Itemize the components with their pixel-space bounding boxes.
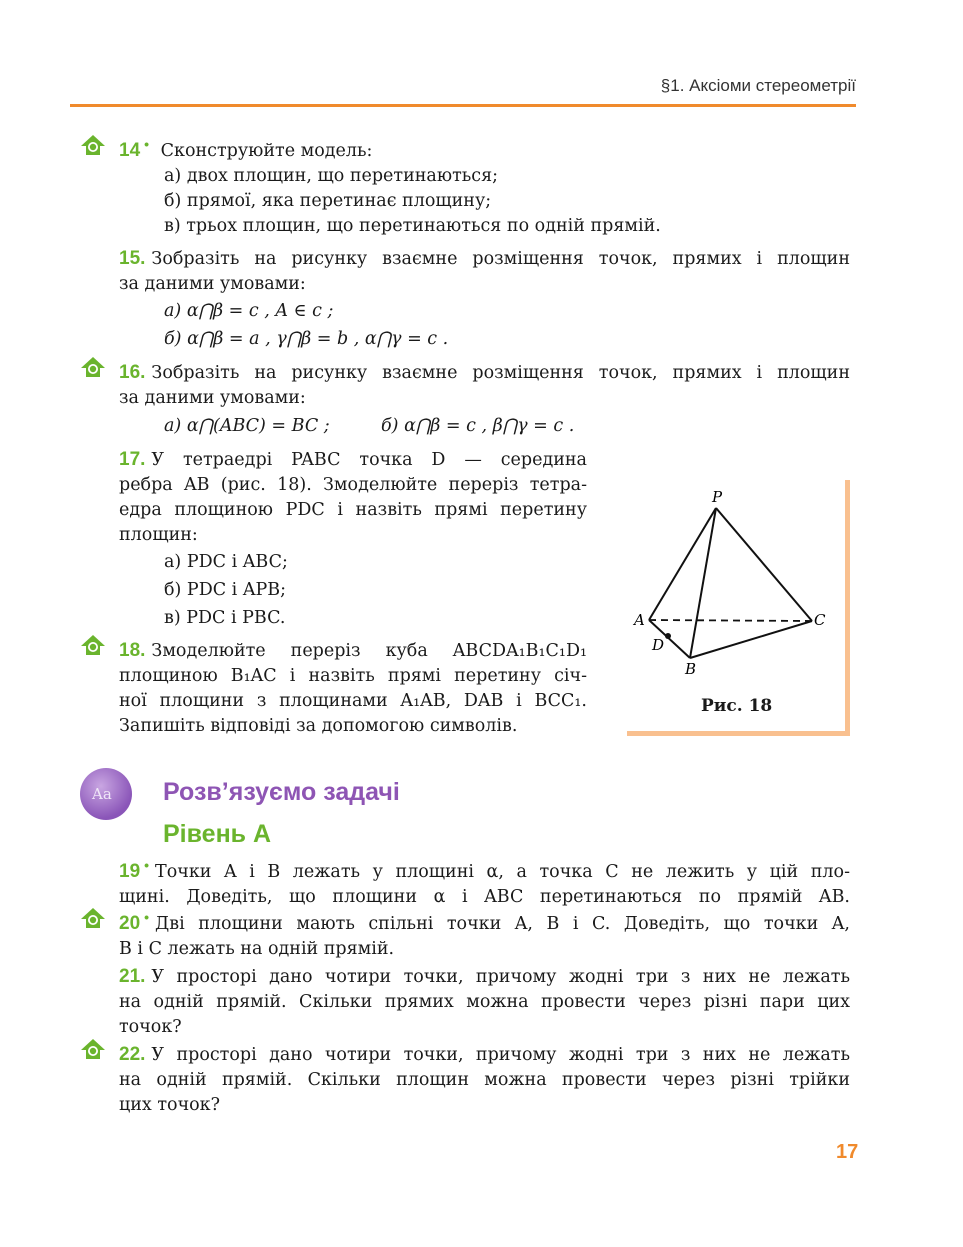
difficulty-dot: • xyxy=(144,909,150,926)
problem-16-item-b: б) α⋂β = c , β⋂γ = c . xyxy=(381,416,575,436)
problem-18-line-1 xyxy=(119,639,587,663)
task-21-line-1 xyxy=(119,965,850,989)
level-title: Рівень А xyxy=(163,820,272,848)
problem-17-line-1 xyxy=(119,448,587,472)
label-b: B xyxy=(685,660,697,678)
problem-16-line-1 xyxy=(119,361,850,385)
problem-18-line-4: Запишіть відповіді за допомогою символів. xyxy=(119,716,518,736)
point-d xyxy=(665,633,671,639)
figure-18 xyxy=(627,480,850,736)
problem-17-item-b: б) PDC і APB; xyxy=(164,580,287,600)
problem-text: Змоделюйте переріз куба ABCDA₁B₁C₁D₁ xyxy=(151,641,587,661)
problem-number: 18. xyxy=(119,640,146,661)
home-task-icon xyxy=(80,634,106,656)
task-number: 20 xyxy=(119,913,141,934)
task-19-line-2: щині. Доведіть, що площини α і ABC перетинаються по прямій AB. xyxy=(119,887,850,907)
edge-pc xyxy=(716,508,812,621)
task-text: У просторі дано чотири точки, причому жодні три з них не лежать xyxy=(151,1045,850,1065)
problem-text: Зобразіть на рисунку взаємне розміщення точок, прямих і площин xyxy=(151,363,850,383)
header-title: §1. Аксіоми стереометрії xyxy=(660,76,856,95)
problem-text: Сконструюйте модель: xyxy=(160,141,373,161)
label-p: P xyxy=(712,488,723,506)
figure-caption: Рис. 18 xyxy=(701,696,773,716)
task-number: 22. xyxy=(119,1044,146,1065)
problem-17-line-3: едра площиною PDC і назвіть прямі перетину xyxy=(119,500,587,520)
problem-16-line-2: за даними умовами: xyxy=(119,388,306,408)
problem-text: У тетраедрі PABC точка D — середина xyxy=(151,450,587,470)
problem-16-item-a: а) α⋂(ABC) = BC ; xyxy=(164,416,330,436)
problem-number: 17. xyxy=(119,449,146,470)
problem-17-line-4: площин: xyxy=(119,525,198,545)
problem-number: 16. xyxy=(119,362,146,383)
section-title: Розв’язуємо задачі xyxy=(163,778,400,806)
problem-17-line-2: ребра AB (рис. 18). Змоделюйте переріз тетра- xyxy=(119,475,587,495)
task-number: 19 xyxy=(119,861,141,882)
label-d: D xyxy=(652,636,665,654)
task-22-line-1 xyxy=(119,1043,850,1067)
task-20-line-2: B і C лежать на одній прямій. xyxy=(119,939,395,959)
difficulty-dot: • xyxy=(144,136,150,153)
problem-14-item-b: б) прямої, яка перетинає площину; xyxy=(164,191,492,211)
page-number: 17 xyxy=(836,1141,859,1163)
task-21-line-2: на одній прямій. Скільки прямих можна провести через різні пари цих xyxy=(119,992,850,1012)
problem-14-item-a: а) двох площин, що перетинаються; xyxy=(164,166,499,186)
task-22-line-2: на одній прямій. Скільки площин можна провести через різні трійки xyxy=(119,1070,850,1090)
home-task-icon xyxy=(80,907,106,929)
edge-ac-hidden xyxy=(649,620,812,621)
problem-14-title xyxy=(119,136,373,163)
task-text: Дві площини мають спільні точки A, B і C. Доведіть, що точки A, xyxy=(155,914,850,934)
problem-17-item-a: а) PDC і ABC; xyxy=(164,552,288,572)
problem-15-line-2: за даними умовами: xyxy=(119,274,306,294)
problem-number: 15. xyxy=(119,248,146,269)
edge-bc xyxy=(690,621,812,658)
solve-problems-icon xyxy=(80,768,132,820)
problem-17-item-c: в) PDC і PBC. xyxy=(164,608,286,628)
problem-number: 14 xyxy=(119,140,141,161)
task-21-line-3: точок? xyxy=(119,1017,182,1037)
problem-15-item-a: а) α⋂β = c , A ∈ c ; xyxy=(164,301,334,321)
task-22-line-3: цих точок? xyxy=(119,1095,220,1115)
label-c: C xyxy=(814,611,826,629)
task-text: Точки A і B лежать у площині α, а точка C не лежить у цій пло- xyxy=(155,862,850,882)
problem-18-line-2: площиною B₁AC і назвіть прямі перетину січ- xyxy=(119,666,587,686)
home-task-icon xyxy=(80,356,106,378)
task-20-line-1 xyxy=(119,909,850,936)
task-text: У просторі дано чотири точки, причому жодні три з них не лежать xyxy=(151,967,850,987)
running-header xyxy=(70,70,856,107)
frame-border xyxy=(627,731,850,736)
problem-14-item-c: в) трьох площин, що перетинаються по одній прямій. xyxy=(164,216,661,236)
home-task-icon xyxy=(80,134,106,156)
difficulty-dot: • xyxy=(144,857,150,874)
label-a: A xyxy=(634,611,645,629)
icon-letters: Aa xyxy=(92,785,112,803)
task-number: 21. xyxy=(119,966,146,987)
problem-text: Зобразіть на рисунку взаємне розміщення точок, прямих і площин xyxy=(151,249,850,269)
home-task-icon xyxy=(80,1038,106,1060)
problem-18-line-3: ної площини з площинами A₁AB, DAB і BCC₁. xyxy=(119,691,587,711)
problem-15-line-1 xyxy=(119,247,850,271)
task-19-line-1 xyxy=(119,857,850,884)
tetrahedron-diagram xyxy=(627,480,850,690)
problem-15-item-b: б) α⋂β = a , γ⋂β = b , α⋂γ = c . xyxy=(164,329,449,349)
